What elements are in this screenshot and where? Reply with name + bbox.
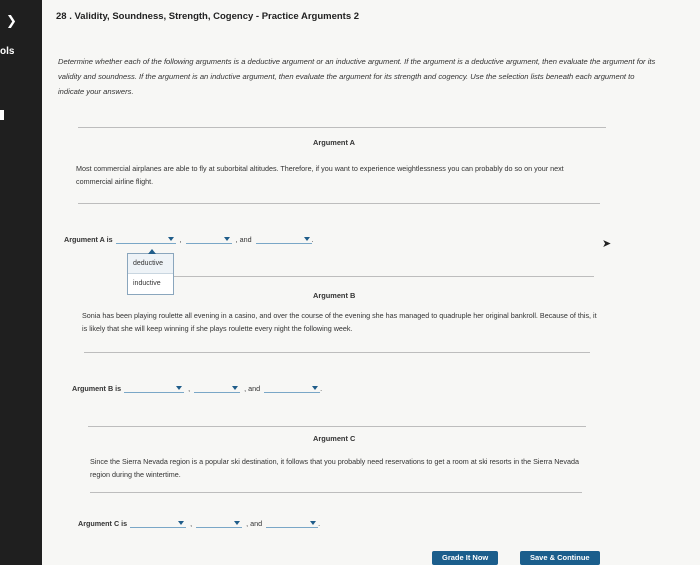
separator: ,: [188, 384, 191, 393]
divider: [78, 127, 606, 128]
dropdown-arrow-icon: [304, 237, 310, 241]
argument-a-type-select[interactable]: [116, 234, 176, 244]
argument-a-eval2-select[interactable]: [256, 234, 312, 244]
dropdown-arrow-icon: [234, 521, 240, 525]
divider: [88, 426, 586, 427]
dropdown-option-deductive[interactable]: deductive: [128, 254, 173, 274]
dropdown-arrow-icon: [312, 386, 318, 390]
divider: [174, 276, 594, 277]
dropdown-caret-icon: [148, 249, 156, 254]
separator: .: [320, 384, 323, 393]
argument-c-passage: Since the Sierra Nevada region is a popular ski destination, it follows that you probably need reservations to get a room at ski resorts in the Sierra Nevada region during the wintertime.: [90, 457, 580, 479]
argument-c-label: Argument C is: [78, 519, 128, 528]
dropdown-option-inductive[interactable]: inductive: [133, 280, 161, 287]
separator: ,: [179, 235, 182, 244]
argument-a-passage: Most commercial airplanes are able to fly at suborbital altitudes. Therefore, if you want to experience weightlessness you can probably do so on your next commercial airline flight.: [76, 164, 564, 186]
dropdown-arrow-icon: [168, 237, 174, 241]
argument-b-label: Argument B is: [72, 384, 122, 393]
argument-a-eval1-select[interactable]: [186, 234, 232, 244]
chevron-right-icon[interactable]: ❯: [6, 14, 17, 29]
argument-b-title: Argument B: [313, 291, 356, 300]
separator: , and: [235, 235, 252, 244]
argument-b-type-select[interactable]: [124, 383, 184, 393]
separator: .: [318, 519, 321, 528]
argument-b-eval1-select[interactable]: [194, 383, 240, 393]
divider: [90, 492, 582, 493]
argument-a-type-dropdown: [127, 253, 174, 295]
argument-c-eval1-select[interactable]: [196, 518, 242, 528]
dropdown-arrow-icon: [310, 521, 316, 525]
dropdown-arrow-icon: [178, 521, 184, 525]
instructions-text: Determine whether each of the following arguments is a deductive argument or an inductive argument. If the argument is a deductive argument, then evaluate the argument for its validity and soundness. If the argument is an inductive argument, then evaluate the argument for its strength and cogency. Use the selection lists beneath each argument to indicate your answers.: [58, 57, 656, 96]
main-content: [42, 0, 700, 565]
dropdown-arrow-icon: [224, 237, 230, 241]
argument-c-answer-row: [78, 518, 320, 528]
page-title: 28 . Validity, Soundness, Strength, Cogency - Practice Arguments 2: [56, 11, 360, 22]
separator: , and: [246, 519, 263, 528]
separator: .: [311, 235, 314, 244]
argument-b-answer-row: [72, 383, 322, 393]
divider: [78, 203, 600, 204]
grade-it-now-button[interactable]: Grade It Now: [432, 551, 498, 565]
argument-a-answer-row: [64, 234, 314, 244]
argument-c-eval2-select[interactable]: [266, 518, 321, 528]
sidebar-marker: [0, 110, 4, 120]
divider: [84, 352, 590, 353]
dropdown-arrow-icon: [232, 386, 238, 390]
cursor-icon: ➤: [602, 237, 612, 250]
separator: , and: [244, 384, 261, 393]
argument-c-title: Argument C: [313, 434, 356, 443]
save-continue-button[interactable]: Save & Continue: [520, 551, 600, 565]
argument-c-type-select[interactable]: [130, 518, 186, 528]
argument-b-passage: Sonia has been playing roulette all evening in a casino, and over the course of the evening she has managed to quadruple her original bankroll. Because of this, it is likely that she will keep winning if she plays roulette every night the following week.: [82, 311, 597, 333]
argument-b-eval2-select[interactable]: [264, 383, 323, 393]
dropdown-arrow-icon: [176, 386, 182, 390]
left-sidebar: [0, 0, 42, 565]
separator: ,: [190, 519, 193, 528]
argument-a-title: Argument A: [313, 138, 356, 147]
argument-a-label: Argument A is: [64, 235, 113, 244]
tools-label[interactable]: ols: [0, 46, 15, 57]
